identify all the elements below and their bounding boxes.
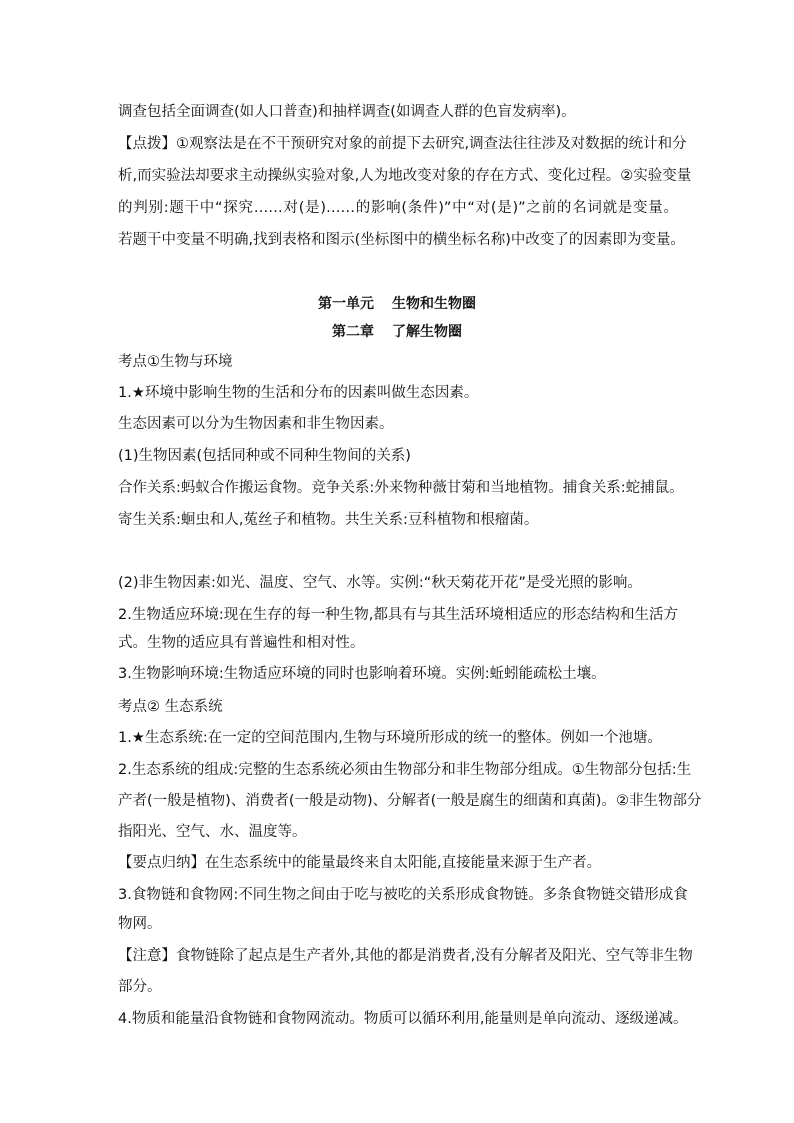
text-line: 2.生态系统的组成:完整的生态系统必须由生物部分和非生物部分组成。①生物部分包括:生 <box>118 762 692 778</box>
text-line: 【点拨】①观察法是在不干预研究对象的前提下去研究,调查法往往涉及对数据的统计和分 <box>118 136 687 152</box>
section-heading: 考点② 生态系统 <box>118 699 223 715</box>
text-line: 2.生物适应环境:现在生存的每一种生物,都具有与其生活环境相适应的形态结构和生活方 <box>118 607 678 623</box>
text-line: 合作关系:蚂蚁合作搬运食物。竞争关系:外来物种薇甘菊和当地植物。捕食关系:蛇捕鼠。 <box>118 480 684 496</box>
text-line: 【要点归纳】在生态系统中的能量最终来自太阳能,直接能量来源于生产者。 <box>118 855 602 871</box>
text-line: 生态因素可以分为生物因素和非生物因素。 <box>118 416 394 432</box>
text-line: 析,而实验法却要求主动操纵实验对象,人为地改变对象的存在方式、变化过程。②实验变量 <box>118 168 692 184</box>
chapter-heading: 第二章 了解生物圈 <box>332 324 462 340</box>
unit-heading: 第一单元 生物和生物圈 <box>318 296 476 312</box>
text-line: 寄生关系:蛔虫和人,菟丝子和植物。共生关系:豆科植物和根瘤菌。 <box>118 512 539 528</box>
text-line: 指阳光、空气、水、温度等。 <box>118 824 307 840</box>
text-line: 部分。 <box>118 979 162 995</box>
text-line: 物网。 <box>118 916 162 932</box>
text-line: 式。生物的适应具有普遍性和相对性。 <box>118 635 365 651</box>
text-line: 产者(一般是植物)、消费者(一般是动物)、分解者(一般是腐生的细菌和真菌)。②非生物部分 <box>118 793 702 809</box>
text-line: 的判别:题干中“探究……对(是)……的影响(条件)”中“对(是)”之前的名词就是变量。 <box>118 200 678 216</box>
text-line: (1)生物因素(包括同种或不同种生物间的关系) <box>118 448 411 464</box>
text-line: 若题干中变量不明确,找到表格和图示(坐标图中的横坐标名称)中改变了的因素即为变量。 <box>118 232 685 248</box>
text-line: 调查包括全面调查(如人口普查)和抽样调查(如调查人群的色盲发病率)。 <box>118 104 576 120</box>
text-line: 【注意】食物链除了起点是生产者外,其他的都是消费者,没有分解者及阳光、空气等非生物 <box>118 948 693 964</box>
text-line: (2)非生物因素:如光、温度、空气、水等。实例:“秋天菊花开花”是受光照的影响。 <box>118 575 642 591</box>
text-line: 3.食物链和食物网:不同生物之间由于吃与被吃的关系形成食物链。多条食物链交错形成食 <box>118 887 688 903</box>
text-line: 3.生物影响环境:生物适应环境的同时也影响着环境。实例:蚯蚓能疏松土壤。 <box>118 666 606 682</box>
section-heading: 考点①生物与环境 <box>118 354 233 370</box>
text-line: 1.★生态系统:在一定的空间范围内,生物与环境所形成的统一的整体。例如一个池塘。 <box>118 730 662 746</box>
text-line: 1.★环境中影响生物的生活和分布的因素叫做生态因素。 <box>118 385 479 401</box>
text-line: 4.物质和能量沿食物链和食物网流动。物质可以循环利用,能量则是单向流动、逐级递减。 <box>118 1011 688 1027</box>
